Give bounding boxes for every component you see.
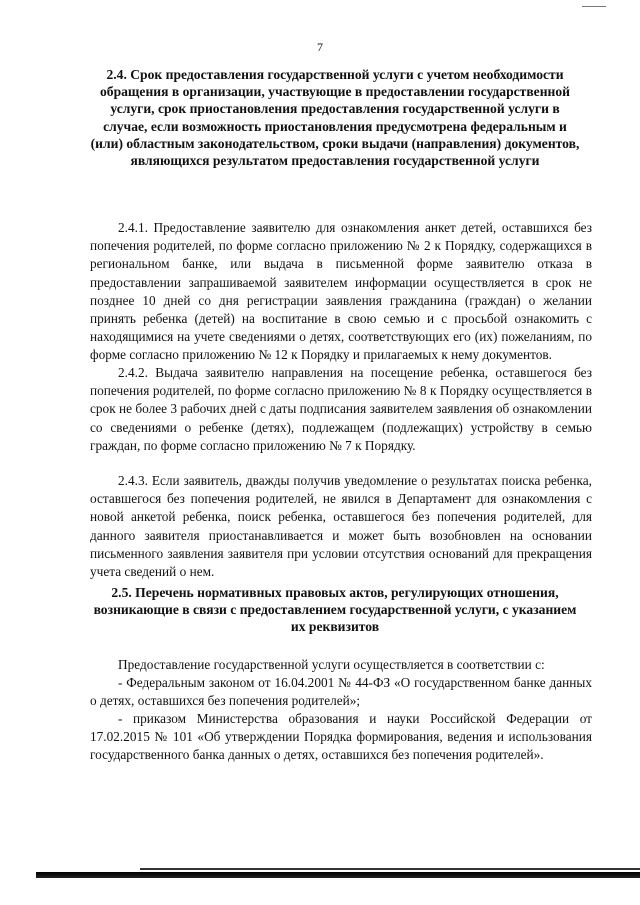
section-2-4-heading: 2.4. Срок предоставления государственной услуги с учетом необходимости обращения в организации, участвующие в предоставлении государственной услуги, срок приостановления предоставления государственной услуги в случае, если возможность приостановления предусмотрена федеральным и (или) областным законодательством, сроки выдачи (направления) документов, являющихся результатом предоставления государственной услуги [90,67,580,169]
paragraph-2-4-2-text: 2.4.2. Выдача заявителю направления на посещение ребенка, оставшегося без попечения родителей, по форме согласно приложению № 8 к Порядку осуществляется в срок не более 3 рабочих дней с даты подписания заявителем заявления об ознакомлении со сведениями о ребенке (детях), подлежащем (подлежащих) устройству в семью граждан, по форме согласно приложению № 7 к Порядку. [90,365,592,453]
paragraph-2-4-1 [90,219,592,365]
scan-mark [582,6,606,7]
paragraph-2-4-3-text: 2.4.3. Если заявитель, дважды получив уведомление о результатах поиска ребенка, оставшегося без попечения родителей, не явился в Департамент для ознакомления с новой анкетой ребенка, поиск ребенка, оставшегося без попечения родителей, для данного заявителя приостанавливается и может быть возобновлен на основании письменного заявления заявителя при условии отсутствия оснований для прекращения учета сведений о нем. [90,473,592,580]
law-list-item-1 [90,674,592,710]
paragraph-2-4-1-text: 2.4.1. Предоставление заявителю для ознакомления анкет детей, оставшихся без попечения родителей, по форме согласно приложению № 2 к Порядку, содержащихся в региональном банке, или выдача в письменной форме заявителю отказа в предоставлении запрашиваемой заявителем информации осуществляется в срок не позднее 10 дней со дня регистрации заявления гражданина (граждан) о желании принять ребенка (детей) на воспитание в свою семью и с просьбой ознакомить с находящимися на учете сведениями о детях, соответствующих его (их) пожеланиям, по форме согласно приложению № 12 к Порядку и прилагаемых к нему документов. [90,220,592,363]
scan-bottom-edge [36,872,640,878]
paragraph-2-5-intro-text: Предоставление государственной услуги осуществляется в соответствии с: [118,657,545,672]
paragraph-2-4-2 [90,364,592,455]
section-2-5-heading: 2.5. Перечень нормативных правовых актов, регулирующих отношения, возникающие в связи с предоставлением государственной услуги, с указанием их реквизитов [93,585,577,635]
paragraph-2-4-3 [90,472,592,581]
paragraph-2-5-intro [90,656,592,674]
scan-edge-line [140,868,640,870]
law-list-item-1-text: - Федеральным законом от 16.04.2001 № 44-ФЗ «О государственном банке данных о детях, оставшихся без попечения родителей»; [90,675,592,709]
law-list-item-2-text: - приказом Министерства образования и науки Российской Федерации от 17.02.2015 № 101 «Об утверждении Порядка формирования, ведения и использования государственного банка данных о детях, оставшихся без попечения родителей». [90,711,592,763]
page-number: 7 [317,40,323,54]
law-list-item-2 [90,710,592,765]
